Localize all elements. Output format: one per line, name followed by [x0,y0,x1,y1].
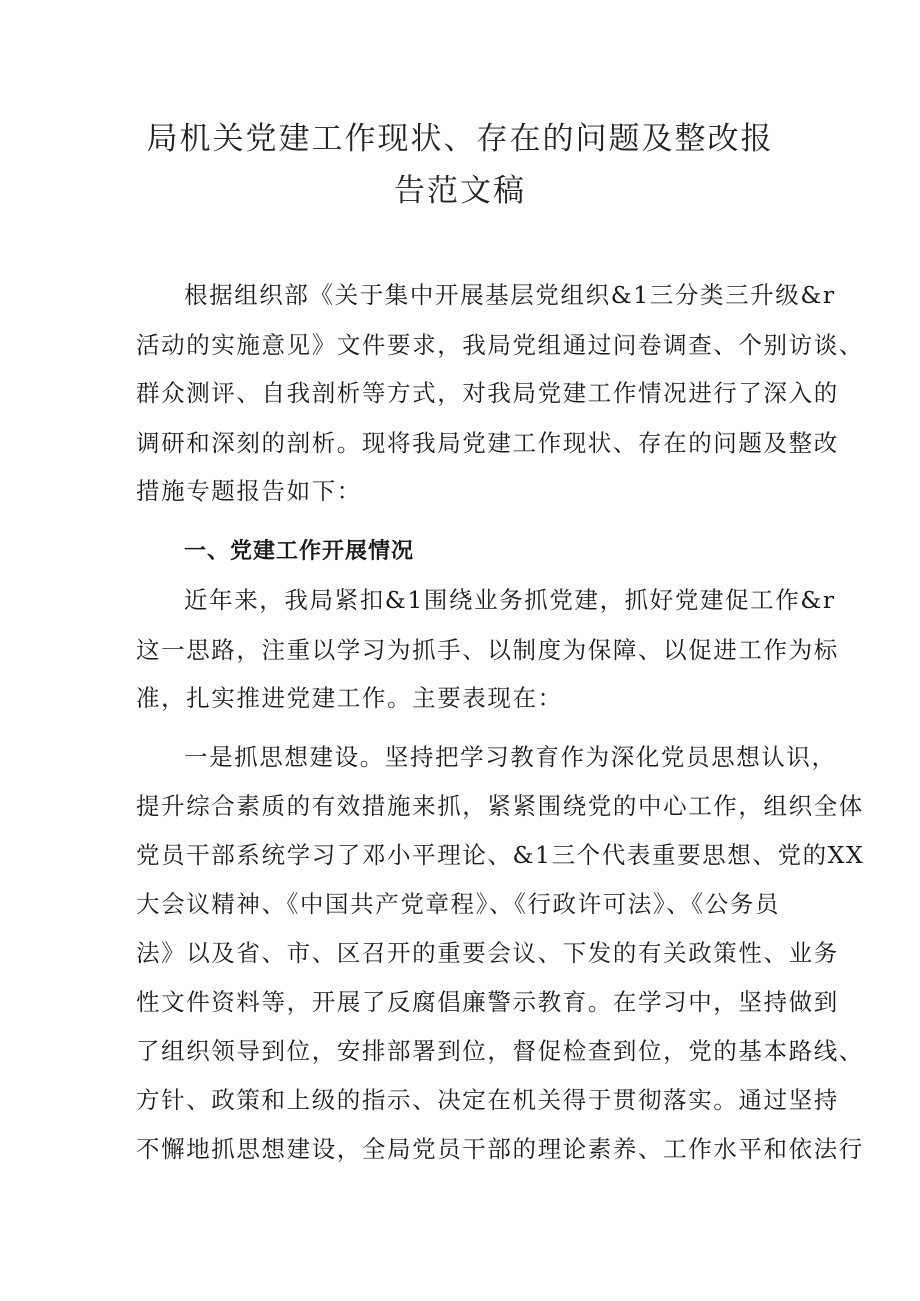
paragraph-3-line: 性文件资料等，开展了反腐倡廉警示教育。在学习中，坚持做到 [136,988,839,1016]
paragraph-3-line: 大会议精神、《中国共产党章程》、《行政许可法》、《公务员 [136,890,781,918]
paragraph-3-line: 不懈地抓思想建设，全局党员干部的理论素养、工作水平和依法行 [136,1135,864,1163]
paragraph-3-line: 一是抓思想建设。坚持把学习教育作为深化党员思想认识， [184,743,837,771]
paragraph-2-line: 准，扎实推进党建工作。主要表现在： [136,684,563,712]
paragraph-1-line: 调研和深刻的剖析。现将我局党建工作现状、存在的问题及整改 [136,429,839,457]
paragraph-3-line: 提升综合素质的有效措施来抓，紧紧围绕党的中心工作，组织全体 [136,792,864,820]
paragraph-3-line: 党员干部系统学习了邓小平理论、&1三个代表重要思想、党的XX [136,841,865,869]
paragraph-1-line: 根据组织部《关于集中开展基层党组织&1三分类三升级&r [184,281,836,309]
paragraph-3-line: 法》以及省、市、区召开的重要会议、下发的有关政策性、业务 [136,939,839,967]
paragraph-1-line: 活动的实施意见》文件要求，我局党组通过问卷调查、个别访谈、 [136,331,864,359]
paragraph-1-line: 群众测评、自我剖析等方式，对我局党建工作情况进行了深入的 [136,379,839,407]
document-title-line-2: 告范文稿 [394,173,526,209]
paragraph-3-line: 方针、政策和上级的指示、决定在机关得于贯彻落实。通过坚持 [136,1086,839,1114]
paragraph-2-line: 这一思路，注重以学习为抓手、以制度为保障、以促进工作为标 [136,636,839,664]
paragraph-2-line: 近年来，我局紧扣&1围绕业务抓党建，抓好党建促工作&r [184,586,836,614]
paragraph-3-line: 了组织领导到位，安排部署到位，督促检查到位，党的基本路线、 [136,1037,864,1065]
paragraph-1-line: 措施专题报告如下： [136,477,362,505]
section-1-heading: 一、党建工作开展情况 [184,539,415,564]
document-title-line-1: 局机关党建工作现状、存在的问题及整改报 [146,121,774,157]
